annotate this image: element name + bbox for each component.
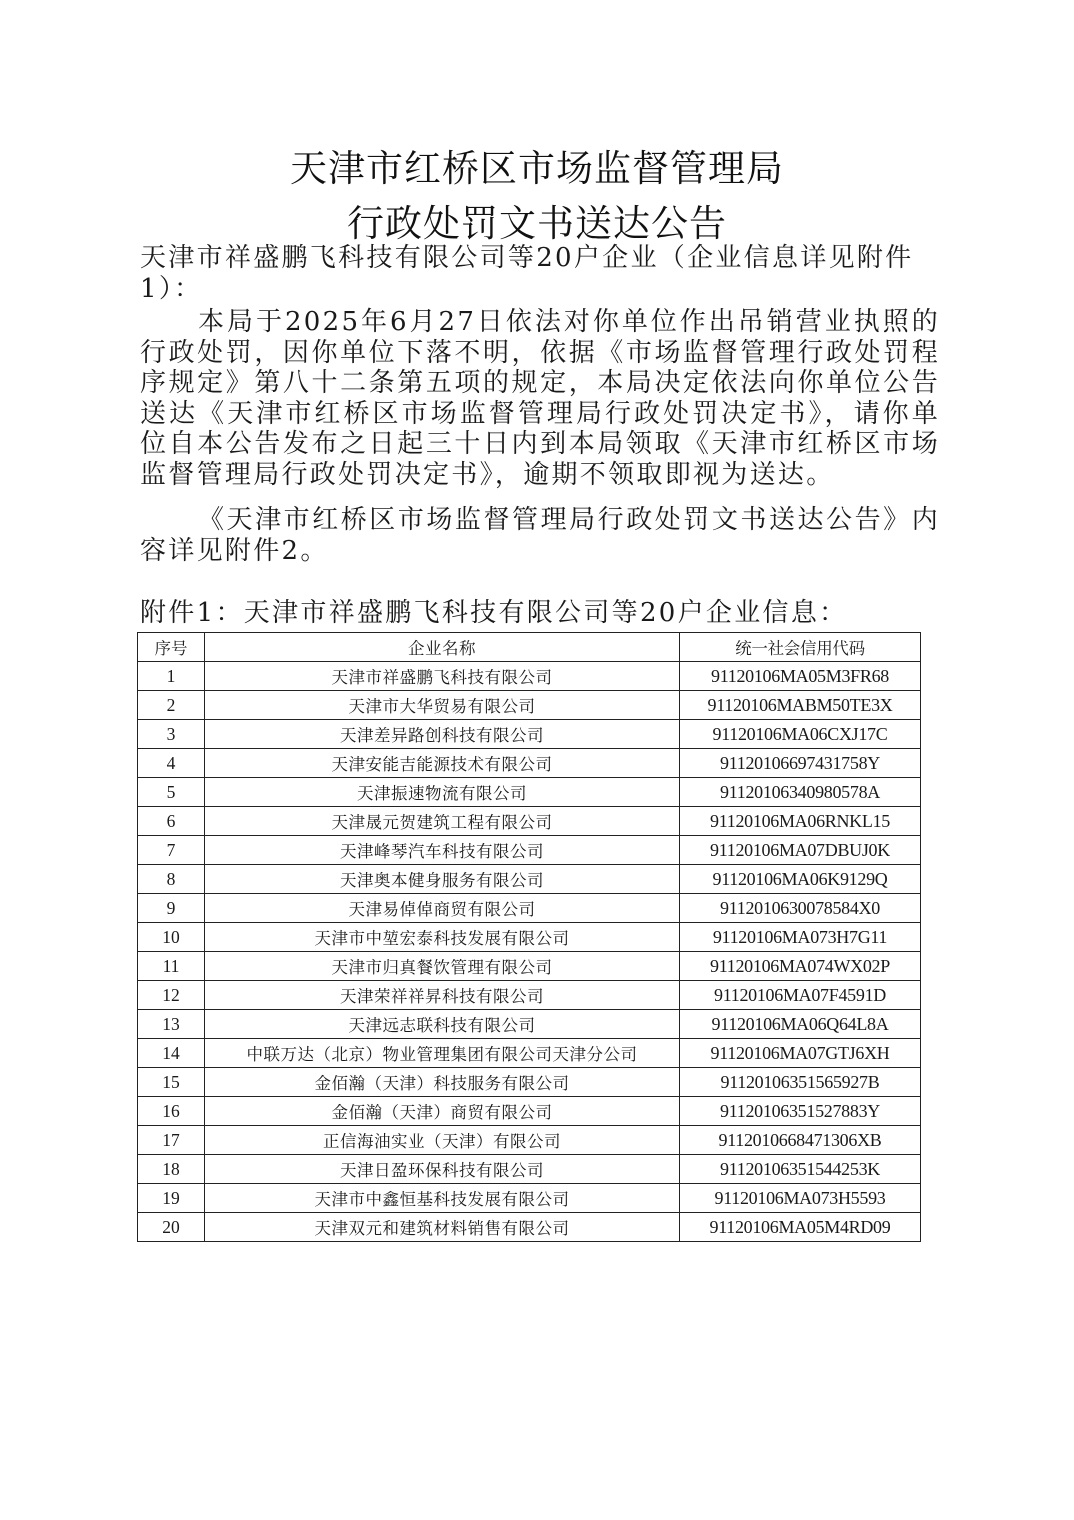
- row-index: 15: [138, 1068, 205, 1097]
- credit-code: 9112010668471306XB: [680, 1126, 921, 1155]
- enterprise-name: 天津振速物流有限公司: [205, 778, 680, 807]
- row-index: 4: [138, 749, 205, 778]
- enterprise-name: 金佰瀚（天津）商贸有限公司: [205, 1097, 680, 1126]
- document-subtitle: 行政处罚文书送达公告: [347, 202, 727, 245]
- row-index: 6: [138, 807, 205, 836]
- credit-code: 91120106MA073H7G11: [680, 923, 921, 952]
- enterprise-name: 天津峰琴汽车科技有限公司: [205, 836, 680, 865]
- credit-code: 91120106697431758Y: [680, 749, 921, 778]
- table-row: [138, 1068, 921, 1097]
- credit-code: 91120106MA06K9129Q: [680, 865, 921, 894]
- row-index: 16: [138, 1097, 205, 1126]
- addressee-line: 天津市祥盛鹏飞科技有限公司等20户企业（企业信息详见附件: [140, 243, 914, 273]
- credit-code: 91120106MA06CXJ17C: [680, 720, 921, 749]
- enterprise-name: 天津市大华贸易有限公司: [205, 691, 680, 720]
- table-row: [138, 662, 921, 691]
- table-row: [138, 1097, 921, 1126]
- header-name: 企业名称: [205, 633, 680, 662]
- enterprise-table: [137, 632, 921, 1242]
- enterprise-name: 天津安能吉能源技术有限公司: [205, 749, 680, 778]
- enterprise-name: 天津市归真餐饮管理有限公司: [205, 952, 680, 981]
- table-row: [138, 923, 921, 952]
- credit-code: 91120106MA06RNKL15: [680, 807, 921, 836]
- row-index: 11: [138, 952, 205, 981]
- credit-code: 91120106MA05M3FR68: [680, 662, 921, 691]
- table-row: [138, 1126, 921, 1155]
- table-row: [138, 1213, 921, 1242]
- row-index: 9: [138, 894, 205, 923]
- header-index: 序号: [138, 633, 205, 662]
- credit-code: 91120106351527883Y: [680, 1097, 921, 1126]
- header-credit-code: 统一社会信用代码: [680, 633, 921, 662]
- row-index: 8: [138, 865, 205, 894]
- credit-code: 91120106340980578A: [680, 778, 921, 807]
- enterprise-name: 天津奥本健身服务有限公司: [205, 865, 680, 894]
- enterprise-name: 正信海油实业（天津）有限公司: [205, 1126, 680, 1155]
- credit-code: 91120106MA073H5593: [680, 1184, 921, 1213]
- row-index: 1: [138, 662, 205, 691]
- table-row: [138, 749, 921, 778]
- enterprise-name: 天津市中堃宏泰科技发展有限公司: [205, 923, 680, 952]
- table-row: [138, 1155, 921, 1184]
- table-row: [138, 720, 921, 749]
- credit-code: 91120106MA05M4RD09: [680, 1213, 921, 1242]
- row-index: 3: [138, 720, 205, 749]
- enterprise-name: 天津易倬倬商贸有限公司: [205, 894, 680, 923]
- row-index: 19: [138, 1184, 205, 1213]
- enterprise-name: 天津双元和建筑材料销售有限公司: [205, 1213, 680, 1242]
- credit-code: 9112010630078584X0: [680, 894, 921, 923]
- table-row: [138, 807, 921, 836]
- credit-code: 91120106MA06Q64L8A: [680, 1010, 921, 1039]
- credit-code: 91120106MA074WX02P: [680, 952, 921, 981]
- credit-code: 91120106351565927B: [680, 1068, 921, 1097]
- credit-code: 91120106MABM50TE3X: [680, 691, 921, 720]
- table-row: [138, 1184, 921, 1213]
- row-index: 12: [138, 981, 205, 1010]
- table-row: [138, 836, 921, 865]
- table-row: [138, 952, 921, 981]
- credit-code: 91120106MA07F4591D: [680, 981, 921, 1010]
- row-index: 10: [138, 923, 205, 952]
- enterprise-name: 天津差异路创科技有限公司: [205, 720, 680, 749]
- table-row: [138, 778, 921, 807]
- enterprise-name: 天津市中鑫恒基科技发展有限公司: [205, 1184, 680, 1213]
- credit-code: 91120106MA07DBUJ0K: [680, 836, 921, 865]
- enterprise-name: 天津荣祥祥昇科技有限公司: [205, 981, 680, 1010]
- table-row: [138, 894, 921, 923]
- document-title: 天津市红桥区市场监督管理局: [290, 147, 784, 190]
- row-index: 2: [138, 691, 205, 720]
- enterprise-name: 天津市祥盛鹏飞科技有限公司: [205, 662, 680, 691]
- table-row: [138, 1010, 921, 1039]
- table-header-row: [138, 633, 921, 662]
- enterprise-name: 天津远志联科技有限公司: [205, 1010, 680, 1039]
- attachment-heading: 附件1：天津市祥盛鹏飞科技有限公司等20户企业信息：: [140, 598, 848, 628]
- notice-paragraph: 本局于2025年6月27日依法对你单位作出吊销营业执照的行政处罚，因你单位下落不明，依据《市场监督管理行政处罚程序规定》第八十二条第五项的规定，本局决定依法向你单位公告送达《天津市红桥区市场监督管理局行政处罚决定书》，请你单位自本公告发布之日起三十日内到本局领取《天津市红桥区市场监督管理局行政处罚决定书》，逾期不领取即视为送达。: [140, 307, 940, 490]
- row-index: 17: [138, 1126, 205, 1155]
- attachment-reference-paragraph: 《天津市红桥区市场监督管理局行政处罚文书送达公告》内容详见附件2。: [140, 505, 940, 566]
- addressee-line-continued: 1）：: [140, 274, 203, 304]
- row-index: 18: [138, 1155, 205, 1184]
- enterprise-name: 中联万达（北京）物业管理集团有限公司天津分公司: [205, 1039, 680, 1068]
- table-row: [138, 691, 921, 720]
- row-index: 13: [138, 1010, 205, 1039]
- table-row: [138, 1039, 921, 1068]
- enterprise-name: 金佰瀚（天津）科技服务有限公司: [205, 1068, 680, 1097]
- row-index: 7: [138, 836, 205, 865]
- enterprise-name: 天津晟元贺建筑工程有限公司: [205, 807, 680, 836]
- row-index: 14: [138, 1039, 205, 1068]
- credit-code: 91120106351544253K: [680, 1155, 921, 1184]
- row-index: 5: [138, 778, 205, 807]
- table-row: [138, 865, 921, 894]
- credit-code: 91120106MA07GTJ6XH: [680, 1039, 921, 1068]
- enterprise-name: 天津日盈环保科技有限公司: [205, 1155, 680, 1184]
- table-row: [138, 981, 921, 1010]
- row-index: 20: [138, 1213, 205, 1242]
